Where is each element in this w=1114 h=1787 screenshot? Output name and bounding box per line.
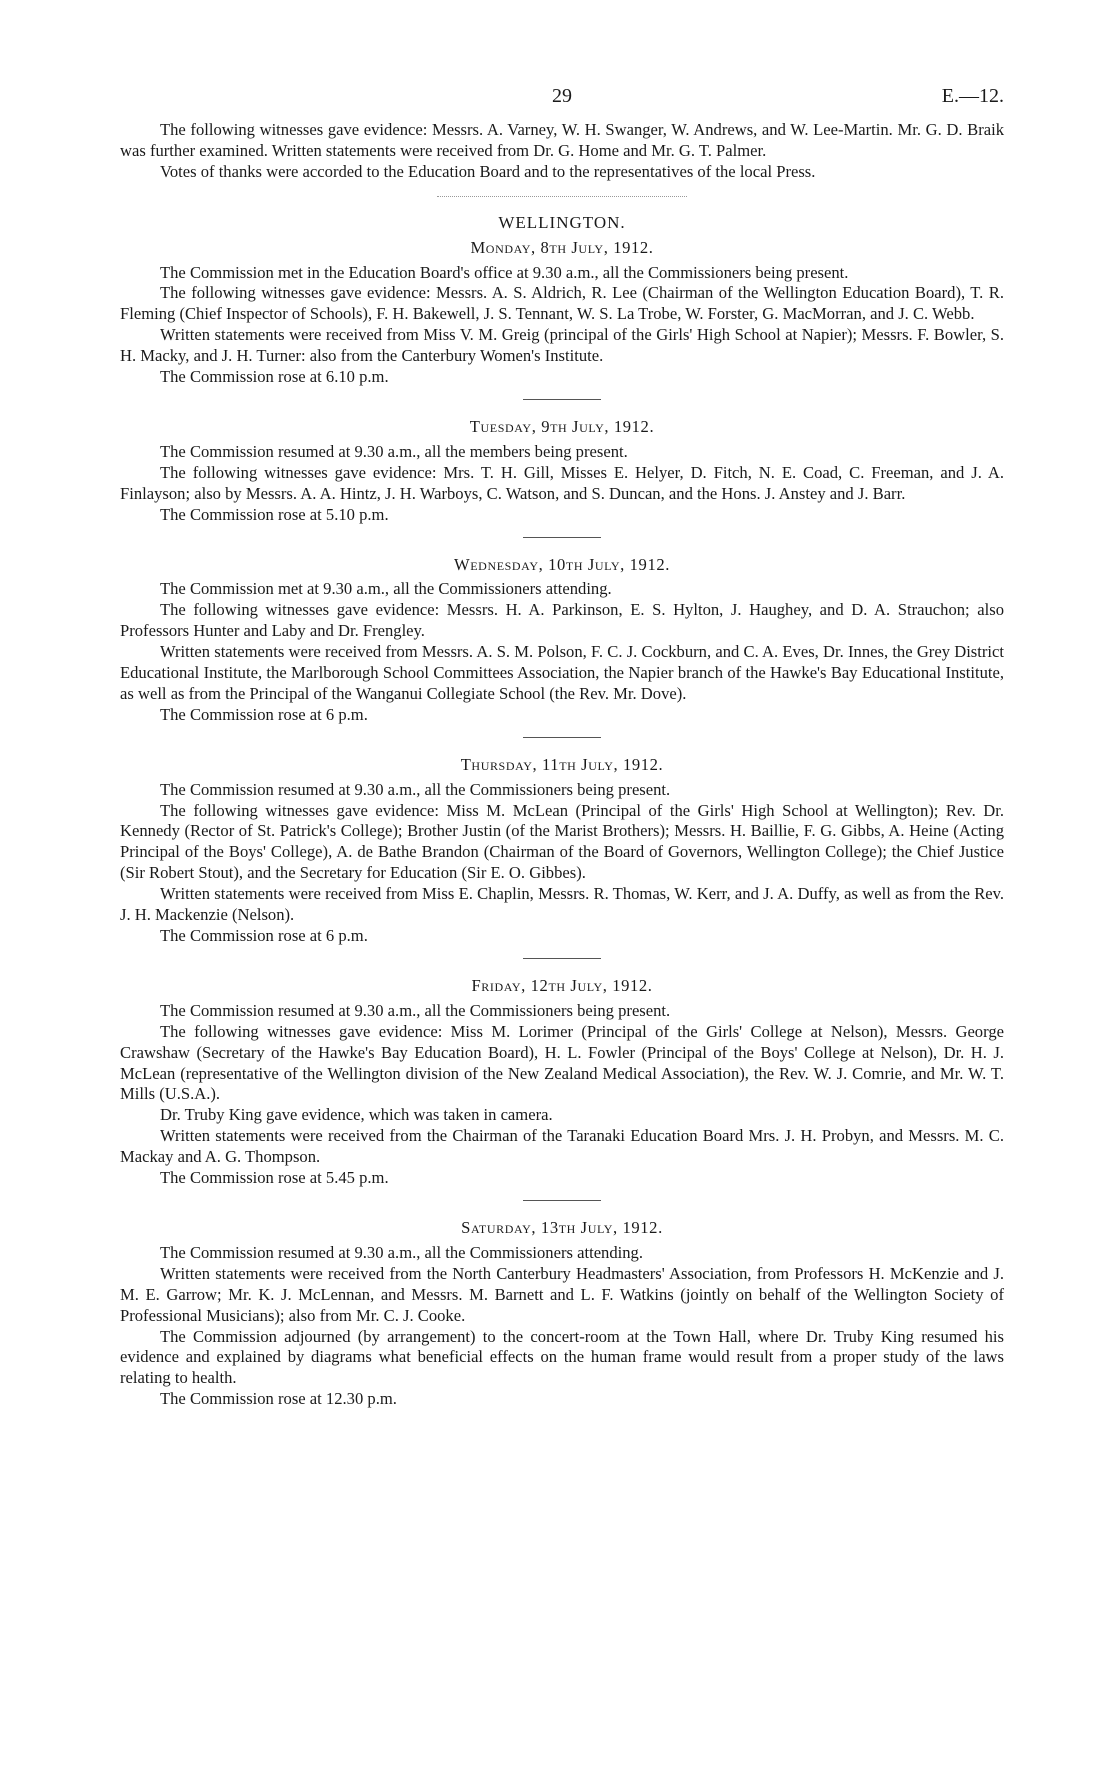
paragraph: The Commission resumed at 9.30 a.m., all the Commissioners being present. [160, 779, 671, 799]
paragraph: The Commission rose at 12.30 p.m. [160, 1389, 397, 1409]
day-entry-thursday [120, 755, 1004, 947]
paragraph: The Commission met in the Education Board's office at 9.30 a.m., all the Commissioners being present. [160, 262, 849, 282]
day-entry-saturday [120, 1218, 1004, 1410]
day-date: Friday, 12th July, 1912. [471, 975, 653, 995]
paragraph: The Commission rose at 6.10 p.m. [160, 367, 389, 387]
day-entry-monday [120, 238, 1004, 388]
day-date: Monday, 8th July, 1912. [470, 237, 654, 257]
paragraph: The Commission resumed at 9.30 a.m., all the members being present. [160, 441, 628, 461]
paragraph: Written statements were received from Miss V. M. Greig (principal of the Girls' High School at Napier); Messrs. F. Bowler, S. H. Macky, and J. H. Turner: also from the Canterbury Women's Institute. [120, 325, 1004, 366]
paragraph: The Commission adjourned (by arrangement) to the concert-room at the Town Hall, where Dr. Truby King resumed his evidence and explained by diagrams what beneficial effects on the human frame would result from a proper study of the laws relating to health. [120, 1326, 1004, 1388]
paragraph: Written statements were received from Miss E. Chaplin, Messrs. R. Thomas, W. Kerr, and J. A. Duffy, as well as from the Rev. J. H. Mackenzie (Nelson). [120, 884, 1004, 925]
paragraph: The Commission rose at 5.45 p.m. [160, 1168, 389, 1188]
paragraph: The following witnesses gave evidence: Mrs. T. H. Gill, Misses E. Helyer, D. Fitch, N. E. Coad, C. Freeman, and J. A. Finlayson; also by Messrs. A. A. Hintz, J. H. Warboys, C. Watson, and S. Duncan, and the Hons. J. Anstey and J. Barr. [120, 462, 1004, 503]
page-header [120, 86, 1004, 120]
paragraph: The following witnesses gave evidence: Miss M. Lorimer (Principal of the Girls' College at Nelson), Messrs. George Crawshaw (Secretary of the Hawke's Bay Education Board), H. L. Fowler (Principal of the Boys' College at Nelson), Dr. H. J. McLean (representative of the Wellington division of the New Zealand Medical Association), the Rev. W. J. Comrie, and Mr. W. T. Mills (U.S.A.). [120, 1021, 1004, 1104]
day-date: Thursday, 11th July, 1912. [460, 754, 664, 774]
paragraph: The Commission rose at 6 p.m. [160, 926, 368, 945]
day-entry-friday [120, 976, 1004, 1189]
day-entry-wednesday [120, 555, 1004, 726]
day-date: Saturday, 13th July, 1912. [461, 1217, 663, 1237]
divider [523, 537, 601, 538]
document-reference: E.—12. [941, 85, 1004, 107]
intro-paragraph: The following witnesses gave evidence: Messrs. A. Varney, W. H. Swanger, W. Andrews, and W. Lee-Martin. Mr. G. D. Braik was further examined. Written statements were received from Dr. G. Home and Mr. G. T. Palmer. [120, 120, 1004, 160]
paragraph: The Commission resumed at 9.30 a.m., all the Commissioners being present. [160, 1000, 671, 1020]
paragraph: The Commission resumed at 9.30 a.m., all the Commissioners attending. [160, 1242, 644, 1262]
paragraph: Dr. Truby King gave evidence, which was taken in camera. [160, 1105, 553, 1125]
page-number: 29 [552, 85, 572, 107]
paragraph: The Commission rose at 5.10 p.m. [160, 504, 389, 524]
paragraph: Written statements were received from the Chairman of the Taranaki Education Board Mrs. J. H. Probyn, and Messrs. M. C. Mackay and A. G. Thompson. [120, 1126, 1004, 1167]
divider [523, 399, 601, 400]
day-date: Wednesday, 10th July, 1912. [453, 554, 670, 574]
paragraph: Written statements were received from the North Canterbury Headmasters' Association, from Professors H. McKenzie and J. M. E. Garrow; Mr. K. J. McLennan, and Messrs. M. Barnett and L. F. Watkins (jointly on behalf of the Wellington Society of Professional Musicians); also from Mr. C. J. Cooke. [120, 1263, 1004, 1325]
paragraph: Written statements were received from Messrs. A. S. M. Polson, F. C. J. Cockburn, and C. A. Eves, Dr. Innes, the Grey District Educational Institute, the Marlborough School Committees Association, the Napier branch of the Hawke's Bay Educational Institute, as well as from the Principal of the Wanganui Collegiate School (the Rev. Mr. Dove). [120, 642, 1004, 703]
paragraph: The following witnesses gave evidence: Messrs. A. S. Aldrich, R. Lee (Chairman of the Wellington Education Board), T. R. Fleming (Chief Inspector of Schools), F. H. Bakewell, J. S. Tennant, W. S. La Trobe, W. Forster, G. MacMorran, and J. C. Webb. [120, 283, 1004, 324]
intro-paragraph: Votes of thanks were accorded to the Education Board and to the representatives of the local Press. [160, 161, 816, 181]
paragraph: The following witnesses gave evidence: Miss M. McLean (Principal of the Girls' High School at Wellington); Rev. Dr. Kennedy (Rector of St. Patrick's College); Brother Justin (of the Marist Brothers); Messrs. H. Baillie, F. G. Gibbs, A. Heine (Acting Principal of the Boys' College), A. de Bathe Brandon (Chairman of the Board of Governors, Wellington College); the Chief Justice (Sir Robert Stout), and the Secretary for Education (Sir E. O. Gibbes). [120, 800, 1004, 883]
divider [523, 1200, 601, 1201]
day-entry-tuesday [120, 417, 1004, 526]
paragraph: The following witnesses gave evidence: Messrs. H. A. Parkinson, E. S. Hylton, J. Haughey, and D. A. Strauchon; also Professors Hunter and Laby and Dr. Frengley. [120, 600, 1004, 641]
divider [523, 737, 601, 738]
divider [523, 958, 601, 959]
divider [437, 196, 687, 197]
section-title: WELLINGTON. [498, 212, 626, 232]
paragraph: The Commission met at 9.30 a.m., all the Commissioners attending. [160, 579, 612, 599]
document-page [120, 86, 1004, 1410]
paragraph: The Commission rose at 6 p.m. [160, 704, 368, 724]
day-date: Tuesday, 9th July, 1912. [469, 416, 655, 436]
